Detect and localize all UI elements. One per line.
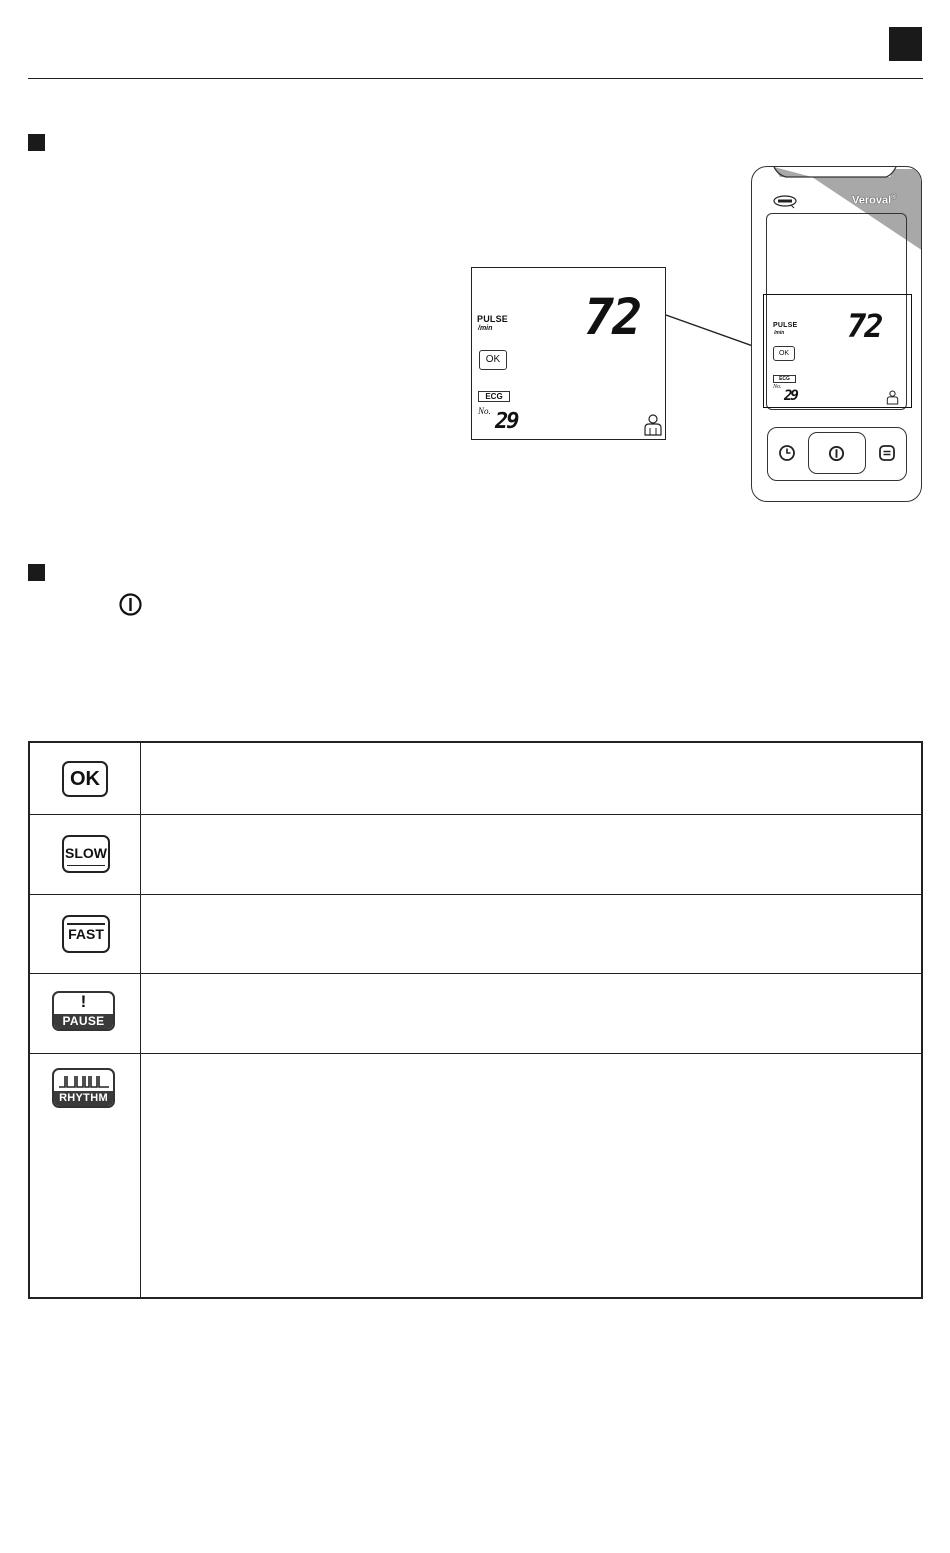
memory-value: 29 (784, 388, 797, 404)
pause-badge-icon: ! PAUSE (52, 991, 115, 1031)
ecg-indicator: ECG (478, 391, 510, 402)
display-zoom (471, 267, 666, 440)
legend-icon-cell (30, 895, 141, 973)
ecg-wave-icon (58, 1072, 110, 1090)
power-icon (828, 445, 845, 462)
pulse-label: PULSE (477, 314, 509, 324)
legend-icon-cell (30, 743, 141, 814)
legend-row-pause (30, 974, 921, 1054)
brand-name: Veroval® (852, 194, 897, 207)
section-marker (28, 564, 45, 581)
clock-icon[interactable] (778, 444, 796, 462)
memory-prefix: No. (478, 406, 491, 416)
pulse-unit: /min (774, 330, 785, 336)
legend-row-fast (30, 895, 921, 974)
legend-row-rhythm (30, 1054, 921, 1297)
ok-indicator: OK (479, 350, 507, 370)
legend-icon-cell (30, 1054, 141, 1297)
pulse-value: 72 (584, 288, 641, 346)
brand-logo (772, 195, 798, 209)
ok-indicator: OK (773, 346, 795, 361)
user-icon (886, 390, 899, 405)
indicator-legend-table (28, 741, 923, 1299)
header-rule (28, 78, 923, 79)
ecg-indicator: ECG (773, 375, 796, 383)
device-button-panel (767, 427, 907, 481)
slow-badge-icon: SLOW (62, 835, 110, 873)
fast-badge-icon: FAST (62, 915, 110, 953)
section-marker (28, 134, 45, 151)
legend-row-slow (30, 815, 921, 895)
device-power-button[interactable] (808, 432, 866, 474)
memory-prefix: No. (773, 384, 782, 390)
user-icon (643, 414, 663, 436)
pulse-unit: /min (478, 325, 493, 332)
memory-value: 29 (495, 409, 518, 434)
rhythm-badge-icon: RHYTHM (52, 1068, 115, 1108)
legend-icon-cell (30, 815, 141, 894)
memory-icon[interactable] (878, 444, 896, 462)
legend-row-ok (30, 743, 921, 815)
power-icon (118, 592, 143, 617)
device-screen-highlight (763, 294, 912, 408)
ok-badge-icon: OK (62, 761, 108, 797)
pulse-label: PULSE (773, 322, 798, 329)
legend-icon-cell (30, 974, 141, 1053)
device-illustration (751, 166, 922, 502)
pulse-value: 72 (847, 307, 882, 345)
chapter-marker (889, 27, 922, 61)
